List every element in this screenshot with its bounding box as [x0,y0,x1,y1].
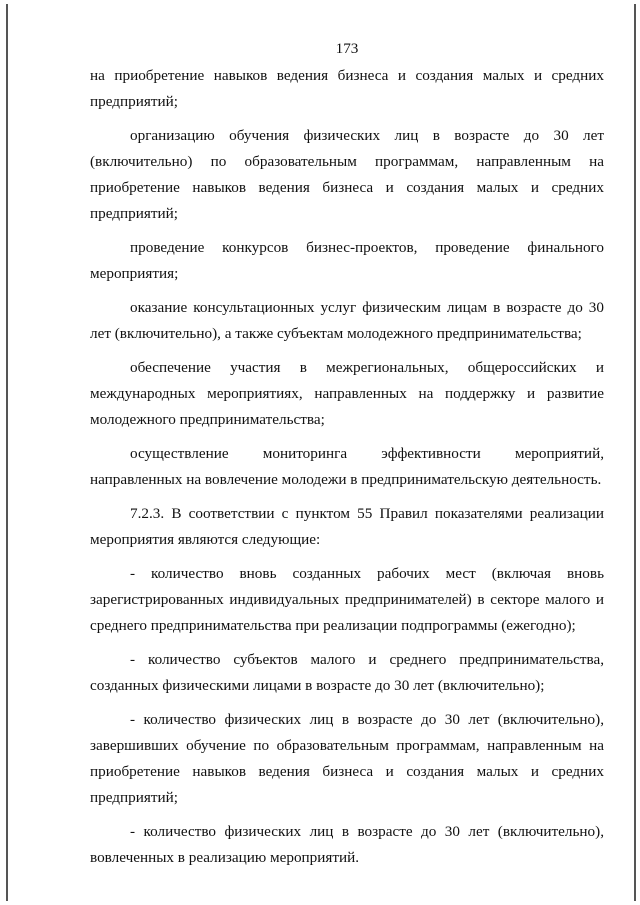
paragraph: 7.2.3. В соответствии с пунктом 55 Правил показателями реализации мероприятия являются следующие: [90,505,604,548]
list-item: - количество вновь созданных рабочих мест (включая вновь зарегистрированных индивидуальных предпринимателей) в секторе малого и среднего предпринимательства при реализации подпрограммы (ежегодно); [90,565,604,634]
paragraph: на приобретение навыков ведения бизнеса и создания малых и средних предприятий; [90,67,604,110]
paragraph: проведение конкурсов бизнес-проектов, проведение финального мероприятия; [90,239,604,282]
page-number: 173 [335,40,359,57]
list-item: - количество физических лиц в возрасте до 30 лет (включительно), вовлеченных в реализацию мероприятий. [90,823,604,866]
document-page [90,38,604,879]
paragraph: оказание консультационных услуг физическим лицам в возрасте до 30 лет (включительно), а также субъектам молодежного предпринимательства; [90,299,604,342]
list-item: - количество физических лиц в возрасте до 30 лет (включительно), завершивших обучение по образовательным программам, направленным на приобретение навыков ведения бизнеса и создания малых и средних предприятий; [90,711,604,806]
paragraph: организацию обучения физических лиц в возрасте до 30 лет (включительно) по образовательным программам, направленным на приобретение навыков ведения бизнеса и создания малых и средних предприятий; [90,127,604,222]
paragraph: осуществление мониторинга эффективности мероприятий, направленных на вовлечение молодежи в предпринимательскую деятельность. [90,445,604,488]
list-item: - количество субъектов малого и среднего предпринимательства, созданных физическими лицами в возрасте до 30 лет (включительно); [90,651,604,694]
paragraph: обеспечение участия в межрегиональных, общероссийских и международных мероприятиях, направленных на поддержку и развитие молодежного предпринимательства; [90,359,604,428]
